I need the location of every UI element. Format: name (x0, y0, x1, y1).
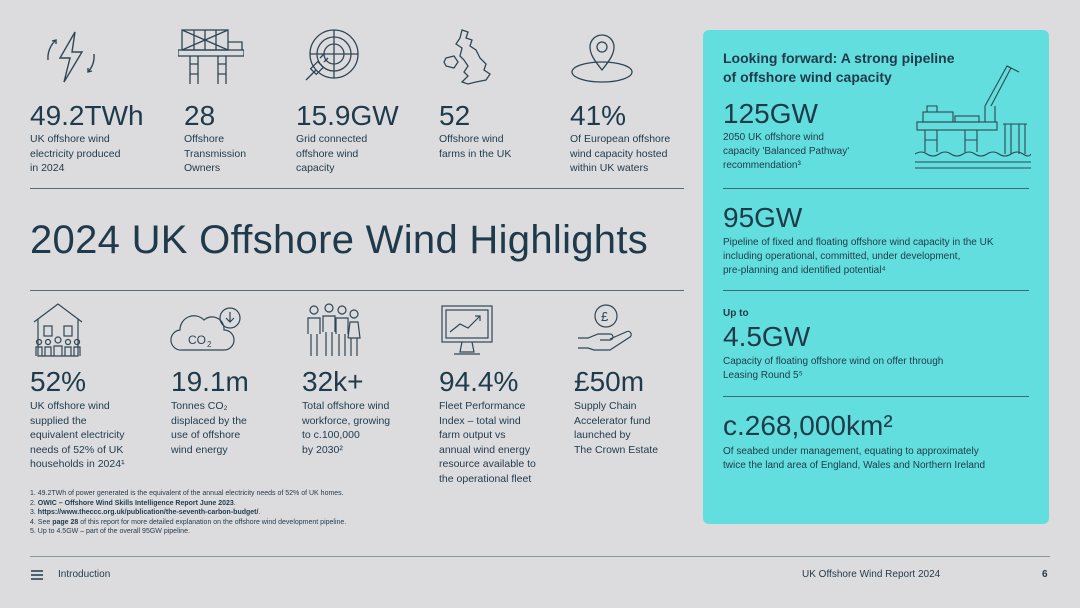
stat-desc-wind-farms: Offshore wind farms in the UK (439, 133, 512, 160)
divider-top (30, 188, 684, 189)
co2-cloud-icon (170, 304, 244, 356)
performance-monitor-icon (440, 304, 498, 358)
svg-text:2: 2 (207, 340, 212, 349)
stat-value-co2: 19.1m (171, 366, 249, 397)
offshore-rig-icon (915, 62, 1031, 174)
stat-value-fleet-performance: 94.4% (439, 366, 519, 397)
lightning-icon (42, 28, 100, 86)
panel-desc-floating: Capacity of floating offshore wind on offer through Leasing Round 5⁵ (723, 356, 944, 381)
panel-value-seabed: c.268,000km² (723, 410, 893, 441)
panel-value-2050-capacity: 125GW (723, 98, 818, 129)
footnotes (30, 489, 346, 537)
footnote-5: 5. Up to 4.5GW – part of the overall 95GW pipeline. (30, 528, 190, 535)
panel-label-up-to: Up to (723, 308, 749, 319)
footnote-4: 4. See page 28 of this report for more detailed explanation on the offshore wind development pipeline. (30, 518, 347, 526)
footer-section-link[interactable]: Introduction (58, 569, 111, 580)
panel-divider (723, 396, 1029, 397)
house-people-icon (30, 300, 86, 360)
panel-divider (723, 188, 1029, 189)
stat-value-grid-capacity: 15.9GW (296, 100, 399, 131)
stat-value-households: 52% (30, 366, 87, 397)
footnote-link[interactable]: https://www.theccc.org.uk/publication/the-seventh-carbon-budget/ (37, 509, 259, 516)
stat-desc-european-share: Of European offshore wind capacity hosted within UK waters (570, 133, 671, 174)
panel-desc-pipeline: Pipeline of fixed and floating offshore wind capacity in the UK including operational, committed, under development, pre-planning and identified potential⁴ (723, 237, 994, 276)
svg-text:£: £ (601, 309, 609, 324)
footnote-1: 1. 49.2TWh of power generated is the equivalent of the annual electricity needs of 52% of UK homes. (30, 490, 344, 497)
footnote-link[interactable]: OWIC – Offshore Wind Skills Intelligence Report June 2023 (37, 499, 234, 507)
stat-desc-electricity: UK offshore wind electricity produced in 2024 (30, 133, 121, 174)
location-pin-icon (570, 30, 634, 86)
transmission-platform-icon (178, 28, 244, 86)
footer-report-title: UK Offshore Wind Report 2024 (802, 569, 941, 580)
stat-desc-households: UK offshore wind supplied the equivalent electricity needs of 52% of UK households in 2024¹ (30, 400, 125, 470)
grid-plug-icon (302, 28, 362, 86)
stat-value-workforce: 32k+ (302, 366, 364, 397)
pound-hand-icon (576, 302, 636, 356)
page-title: 2024 UK Offshore Wind Highlights (30, 218, 649, 262)
stat-desc-fleet-performance: Fleet Performance Index – total wind farm output vs annual wind energy resource available to the operational fleet (439, 400, 536, 485)
stat-value-european-share: 41% (570, 100, 627, 131)
footer-divider (30, 556, 1050, 557)
stat-value-wind-farms: 52 (439, 100, 471, 131)
footnote-2: 2. OWIC – Offshore Wind Skills Intelligence Report June 2023. (30, 499, 236, 507)
stat-desc-co2: Tonnes CO₂ displaced by the use of offshore wind energy (171, 400, 247, 456)
panel-divider (723, 290, 1029, 291)
workforce-icon (304, 300, 362, 360)
stat-value-fund: £50m (574, 366, 645, 397)
stat-value-transmission-owners: 28 (184, 100, 216, 131)
stat-desc-transmission-owners: Offshore Transmission Owners (184, 133, 247, 174)
panel-value-pipeline: 95GW (723, 202, 803, 233)
footnote-3: 3. https://www.theccc.org.uk/publication/the-seventh-carbon-budget/. (30, 509, 261, 516)
page-number: 6 (1042, 569, 1048, 580)
panel-desc-2050-capacity: 2050 UK offshore wind capacity 'Balanced Pathway' recommendation³ (723, 132, 850, 171)
menu-icon[interactable] (30, 568, 44, 586)
panel-desc-seabed: Of seabed under management, equating to approximately twice the land area of England, Wales and Northern Ireland (723, 446, 986, 471)
stat-desc-workforce: Total offshore wind workforce, growing to c.100,000 by 2030² (302, 400, 391, 456)
uk-map-icon (440, 28, 496, 88)
pipeline-panel (703, 30, 1049, 524)
panel-value-floating: 4.5GW (723, 321, 811, 352)
stat-value-electricity: 49.2TWh (30, 100, 144, 131)
panel-title: Looking forward: A strong pipeline of offshore wind capacity (723, 50, 955, 85)
divider-middle (30, 290, 684, 291)
stat-desc-grid-capacity: Grid connected offshore wind capacity (296, 133, 368, 174)
svg-text:CO: CO (188, 333, 206, 347)
footnote-link[interactable]: page 28 (52, 518, 79, 526)
stat-desc-fund: Supply Chain Accelerator fund launched by The Crown Estate (574, 400, 659, 456)
